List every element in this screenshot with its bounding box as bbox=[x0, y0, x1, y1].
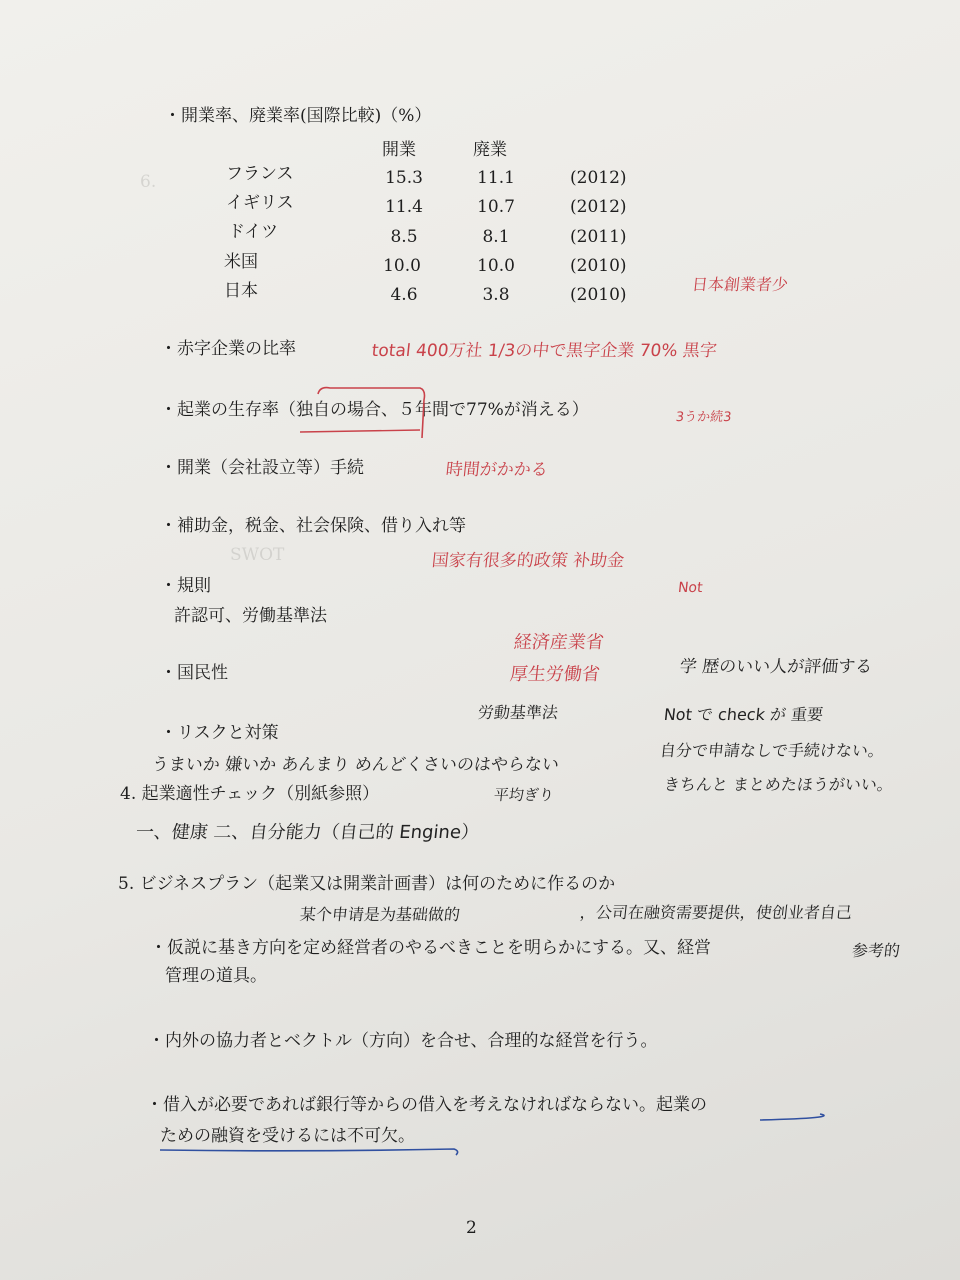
handwritten-note-red: Not bbox=[677, 580, 704, 596]
close-cell: 8.1 bbox=[482, 227, 510, 247]
page-number: 2 bbox=[466, 1218, 477, 1238]
country-cell: ドイツ bbox=[228, 222, 279, 242]
country-cell: 日本 bbox=[224, 281, 258, 301]
bullet-risk: ・リスクと対策 bbox=[160, 723, 279, 743]
show-through-block: SWOT bbox=[230, 545, 285, 565]
section5-title: 5. ビジネスプラン（起業又は開業計画書）は何のために作るのか bbox=[118, 874, 616, 894]
handwritten-note: きちんと まとめたほうがいい。 bbox=[662, 775, 894, 794]
handwritten-note: ，公司在融资需要提供，使创业者自己 bbox=[578, 903, 853, 922]
handwritten-note-red: total 400万社 1/3の中で黒字企業 70% 黒字 bbox=[370, 341, 718, 361]
s5-bullet2: ・内外の協力者とベクトル（方向）を合せ、合理的な経営を行う。 bbox=[148, 1031, 658, 1051]
s5-bullet1-line1: ・仮説に基き方向を定め経営者のやるべきことを明らかにする。又、経営 bbox=[150, 938, 711, 958]
show-through-text: 6. bbox=[140, 172, 157, 192]
open-cell: 15.3 bbox=[385, 168, 423, 188]
year-cell: (2010) bbox=[570, 285, 627, 305]
bullet-rules: ・規則 bbox=[160, 576, 211, 596]
handwritten-note-red: 3うか続3 bbox=[675, 410, 733, 425]
handwritten-note-red: 時間がかかる bbox=[444, 460, 549, 480]
handwritten-note-red: 国家有很多的政策 补助金 bbox=[430, 551, 626, 571]
s5-bullet1-line2: 管理の道具。 bbox=[165, 966, 267, 986]
close-cell: 10.7 bbox=[477, 197, 515, 217]
bullet-subsidy: ・補助金，税金、社会保険、借り入れ等 bbox=[160, 516, 466, 536]
year-cell: (2012) bbox=[570, 168, 627, 188]
close-cell: 11.1 bbox=[477, 168, 515, 188]
handwritten-note: 平均ぎり bbox=[493, 786, 555, 804]
country-cell: フランス bbox=[226, 164, 294, 184]
red-underline-mark bbox=[300, 430, 420, 432]
handwritten-note: Not で check が 重要 bbox=[662, 705, 825, 724]
bullet-nationality: ・国民性 bbox=[160, 663, 228, 683]
handwritten-note-red: 厚生労働省 bbox=[508, 664, 601, 685]
s5-bullet3-line2: ための融資を受けるには不可欠。 bbox=[160, 1126, 415, 1146]
col-open-header: 開業 bbox=[382, 140, 416, 160]
handwritten-note: 参考的 bbox=[850, 941, 901, 960]
bullet-deficit: ・赤字企業の比率 bbox=[160, 339, 296, 359]
bullet-survival: ・起業の生存率（独自の場合、５年間で77%が消える） bbox=[160, 400, 589, 420]
open-cell: 11.4 bbox=[385, 197, 423, 217]
handwritten-note-red: 日本創業者少 bbox=[690, 275, 789, 294]
handwritten-note: 一、健康 二、自分能力（自己的 Engine） bbox=[134, 822, 481, 843]
handwritten-note-red: 経済産業省 bbox=[512, 632, 605, 653]
s5-bullet3-line1: ・借入が必要であれば銀行等からの借入を考えなければならない。起業の bbox=[146, 1095, 707, 1115]
country-cell: イギリス bbox=[226, 193, 294, 213]
close-cell: 3.8 bbox=[482, 285, 510, 305]
open-cell: 8.5 bbox=[390, 227, 418, 247]
handwritten-note: 某个申请是为基础做的 bbox=[298, 905, 461, 924]
handwritten-note: うまいか 嫌いか あんまり めんどくさいのはやらない bbox=[150, 755, 561, 775]
handwritten-note: 労動基準法 bbox=[476, 703, 559, 722]
bullet-procedure: ・開業（会社設立等）手続 bbox=[160, 458, 364, 478]
bullet-rules-sub: 許認可、労働基準法 bbox=[174, 606, 327, 626]
section4-title: 4. 起業適性チェック（別紙参照） bbox=[120, 784, 380, 804]
handwritten-note: 自分で申請なしで手続けない。 bbox=[658, 741, 885, 760]
col-close-header: 廃業 bbox=[473, 140, 507, 160]
blue-underline-mark bbox=[160, 1149, 458, 1155]
country-cell: 米国 bbox=[224, 252, 258, 272]
handwritten-note: 学 歴のいい人が評価する bbox=[678, 657, 874, 677]
open-cell: 10.0 bbox=[383, 256, 421, 276]
blue-underline-mark bbox=[760, 1114, 824, 1120]
open-cell: 4.6 bbox=[390, 285, 418, 305]
year-cell: (2012) bbox=[570, 197, 627, 217]
year-cell: (2011) bbox=[570, 227, 627, 247]
intl-heading: ・開業率、廃業率(国際比較)（%） bbox=[164, 106, 432, 126]
close-cell: 10.0 bbox=[477, 256, 515, 276]
year-cell: (2010) bbox=[570, 256, 627, 276]
